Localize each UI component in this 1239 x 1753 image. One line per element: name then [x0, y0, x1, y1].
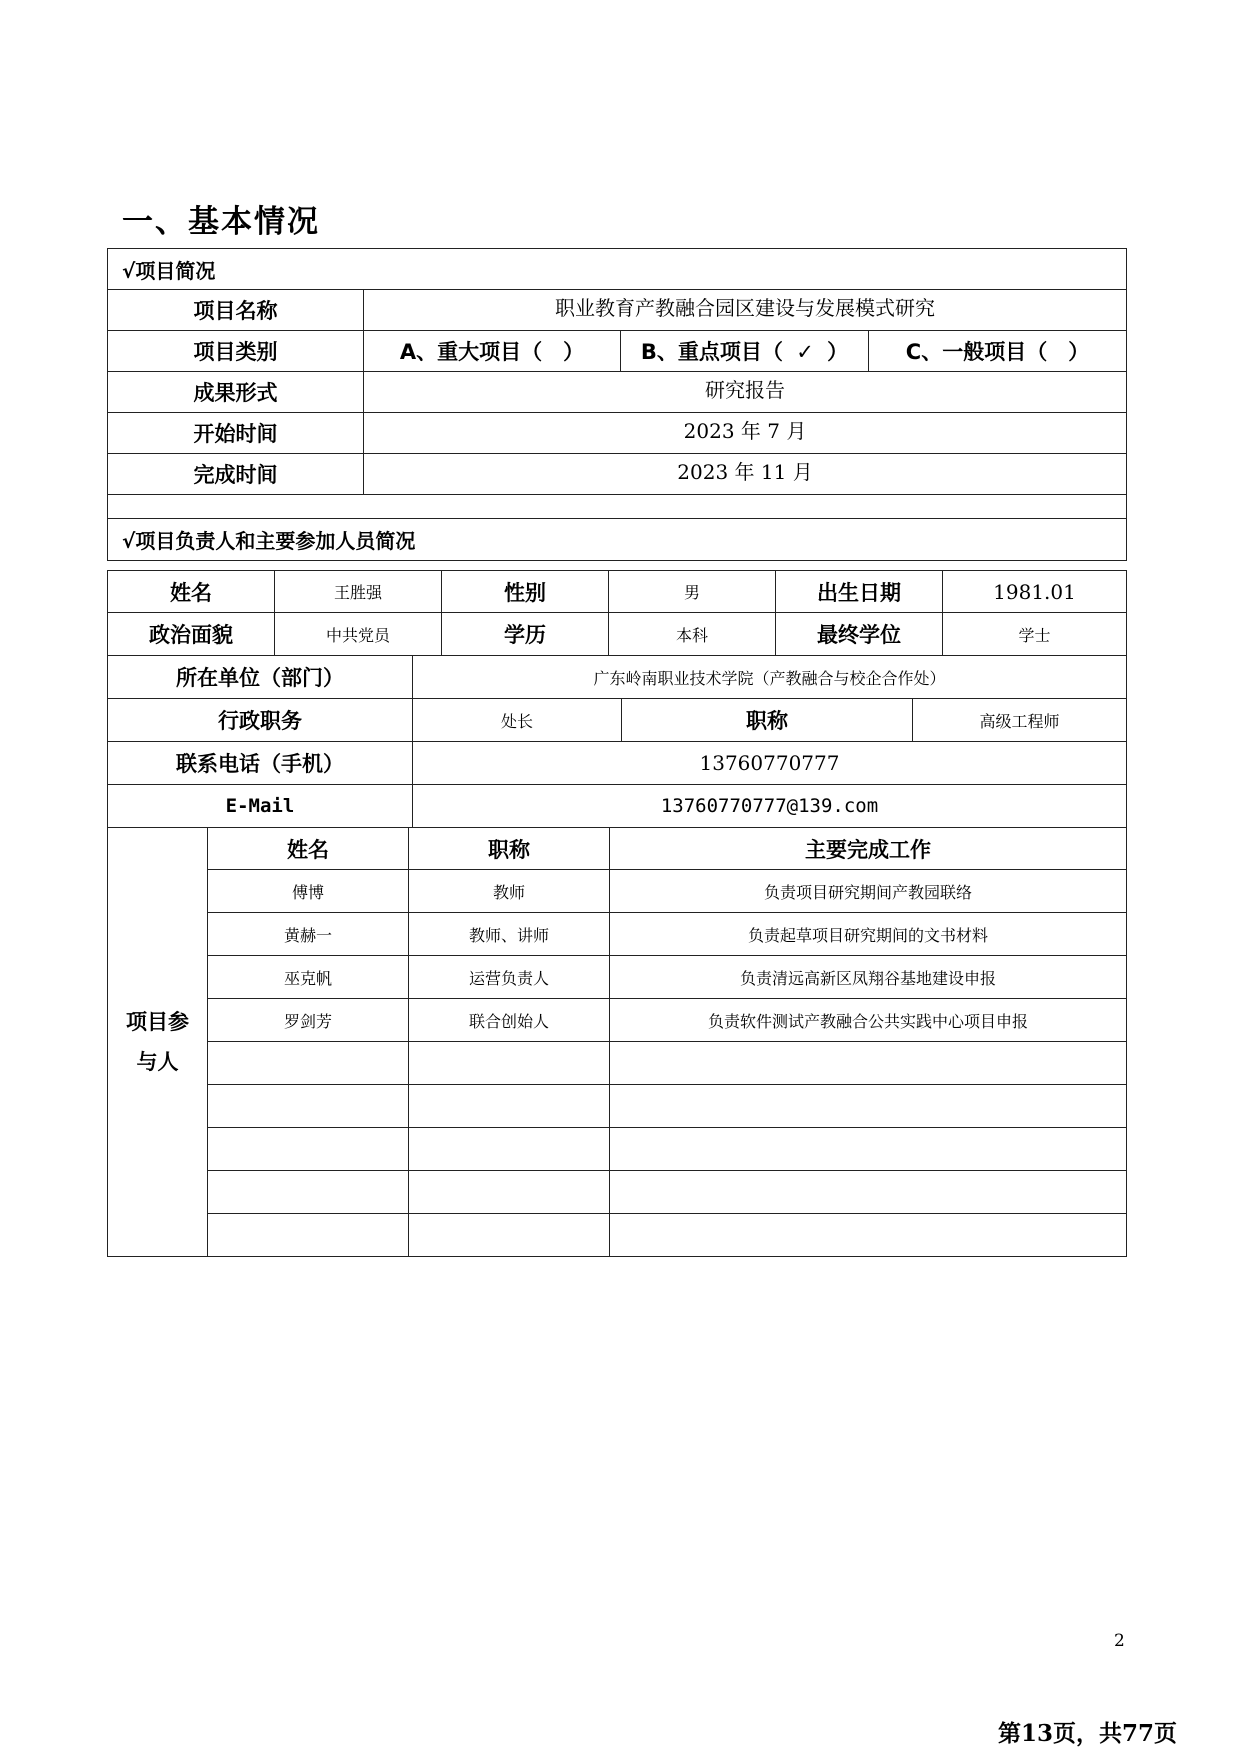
leader-edu-value: 本科	[609, 613, 776, 656]
type-option-key-label: B、重点项目（	[640, 340, 783, 364]
project-section-title: √项目简况	[108, 249, 1127, 290]
participant-row	[108, 1171, 1127, 1214]
project-type-label: 项目类别	[108, 331, 364, 372]
participant-title	[409, 1128, 610, 1171]
result-form-label: 成果形式	[108, 372, 364, 413]
leader-name-label: 姓名	[108, 571, 275, 613]
participant-name	[208, 1214, 409, 1257]
end-time-label: 完成时间	[108, 454, 364, 495]
leader-degree-value: 学士	[943, 613, 1127, 656]
participant-name: 罗剑芳	[208, 999, 409, 1042]
participant-row	[108, 956, 1127, 999]
pro-title-label: 职称	[622, 699, 913, 742]
participant-header-title: 职称	[409, 828, 610, 870]
participant-work	[610, 1085, 1127, 1128]
admin-post-label: 行政职务	[108, 699, 413, 742]
participant-title	[409, 1042, 610, 1085]
start-time-value: 2023 年 7 月	[364, 413, 1127, 454]
leader-birth-value: 1981.01	[943, 571, 1127, 613]
participant-row	[108, 999, 1127, 1042]
participant-row	[108, 1214, 1127, 1257]
participant-name: 傅博	[208, 870, 409, 913]
participant-row	[108, 913, 1127, 956]
page-footer: 第13页，共77页	[997, 1720, 1177, 1747]
participant-work: 负责起草项目研究期间的文书材料	[610, 913, 1127, 956]
participant-name	[208, 1042, 409, 1085]
participant-title: 运营负责人	[409, 956, 610, 999]
participant-work: 负责软件测试产教融合公共实践中心项目申报	[610, 999, 1127, 1042]
project-name-label: 项目名称	[108, 290, 364, 331]
participant-work	[610, 1042, 1127, 1085]
type-option-general: C、一般项目（ ）	[869, 331, 1127, 372]
leader-birth-label: 出生日期	[776, 571, 943, 613]
page-number: 2	[1114, 1631, 1125, 1651]
phone-value: 13760770777	[413, 742, 1127, 785]
phone-label: 联系电话（手机）	[108, 742, 413, 785]
participant-work: 负责项目研究期间产教园联络	[610, 870, 1127, 913]
participant-name: 黄赫一	[208, 913, 409, 956]
email-value: 13760770777@139.com	[413, 785, 1127, 828]
type-option-major: A、重大项目（ ）	[364, 331, 621, 372]
participants-group-label-line1: 项目参	[126, 1010, 189, 1034]
participant-work	[610, 1214, 1127, 1257]
participant-header-work: 主要完成工作	[610, 828, 1127, 870]
admin-post-value: 处长	[413, 699, 622, 742]
check-icon: ✓	[796, 340, 814, 364]
participant-name	[208, 1085, 409, 1128]
participant-row	[108, 870, 1127, 913]
participant-work	[610, 1171, 1127, 1214]
participant-name	[208, 1128, 409, 1171]
participant-title: 教师、讲师	[409, 913, 610, 956]
participant-row	[108, 1042, 1127, 1085]
participant-work: 负责清远高新区凤翔谷基地建设申报	[610, 956, 1127, 999]
end-time-value: 2023 年 11 月	[364, 454, 1127, 495]
participants-group-label	[108, 828, 208, 1257]
leader-section-title: √项目负责人和主要参加人员简况	[108, 519, 1127, 561]
participant-title: 教师	[409, 870, 610, 913]
participants-group-label-line2: 与人	[136, 1050, 179, 1074]
section-heading: 一、基本情况	[122, 204, 320, 240]
participant-title: 联合创始人	[409, 999, 610, 1042]
leader-edu-label: 学历	[442, 613, 609, 656]
start-time-label: 开始时间	[108, 413, 364, 454]
participant-title	[409, 1085, 610, 1128]
unit-value: 广东岭南职业技术学院（产教融合与校企合作处）	[413, 656, 1127, 699]
unit-label: 所在单位（部门）	[108, 656, 413, 699]
project-name-value: 职业教育产教融合园区建设与发展模式研究	[364, 290, 1127, 331]
result-form-value: 研究报告	[364, 372, 1127, 413]
participant-title	[409, 1171, 610, 1214]
leader-politics-value: 中共党员	[275, 613, 442, 656]
type-option-key	[621, 331, 869, 372]
email-label: E-Mail	[108, 785, 413, 828]
leader-basic-table	[107, 570, 1127, 656]
leader-gender-label: 性别	[442, 571, 609, 613]
participant-name: 巫克帆	[208, 956, 409, 999]
leader-name-value: 王胜强	[275, 571, 442, 613]
participants-table	[107, 827, 1127, 1257]
project-overview-table	[107, 248, 1127, 561]
participant-work	[610, 1128, 1127, 1171]
pro-title-value: 高级工程师	[913, 699, 1127, 742]
leader-gender-value: 男	[609, 571, 776, 613]
type-option-key-end: ）	[827, 340, 849, 364]
leader-politics-label: 政治面貌	[108, 613, 275, 656]
participant-name	[208, 1171, 409, 1214]
leader-contact-table	[107, 655, 1127, 828]
blank-row	[108, 495, 1127, 519]
participant-header-name: 姓名	[208, 828, 409, 870]
participant-title	[409, 1214, 610, 1257]
participant-row	[108, 1085, 1127, 1128]
leader-degree-label: 最终学位	[776, 613, 943, 656]
participant-row	[108, 1128, 1127, 1171]
